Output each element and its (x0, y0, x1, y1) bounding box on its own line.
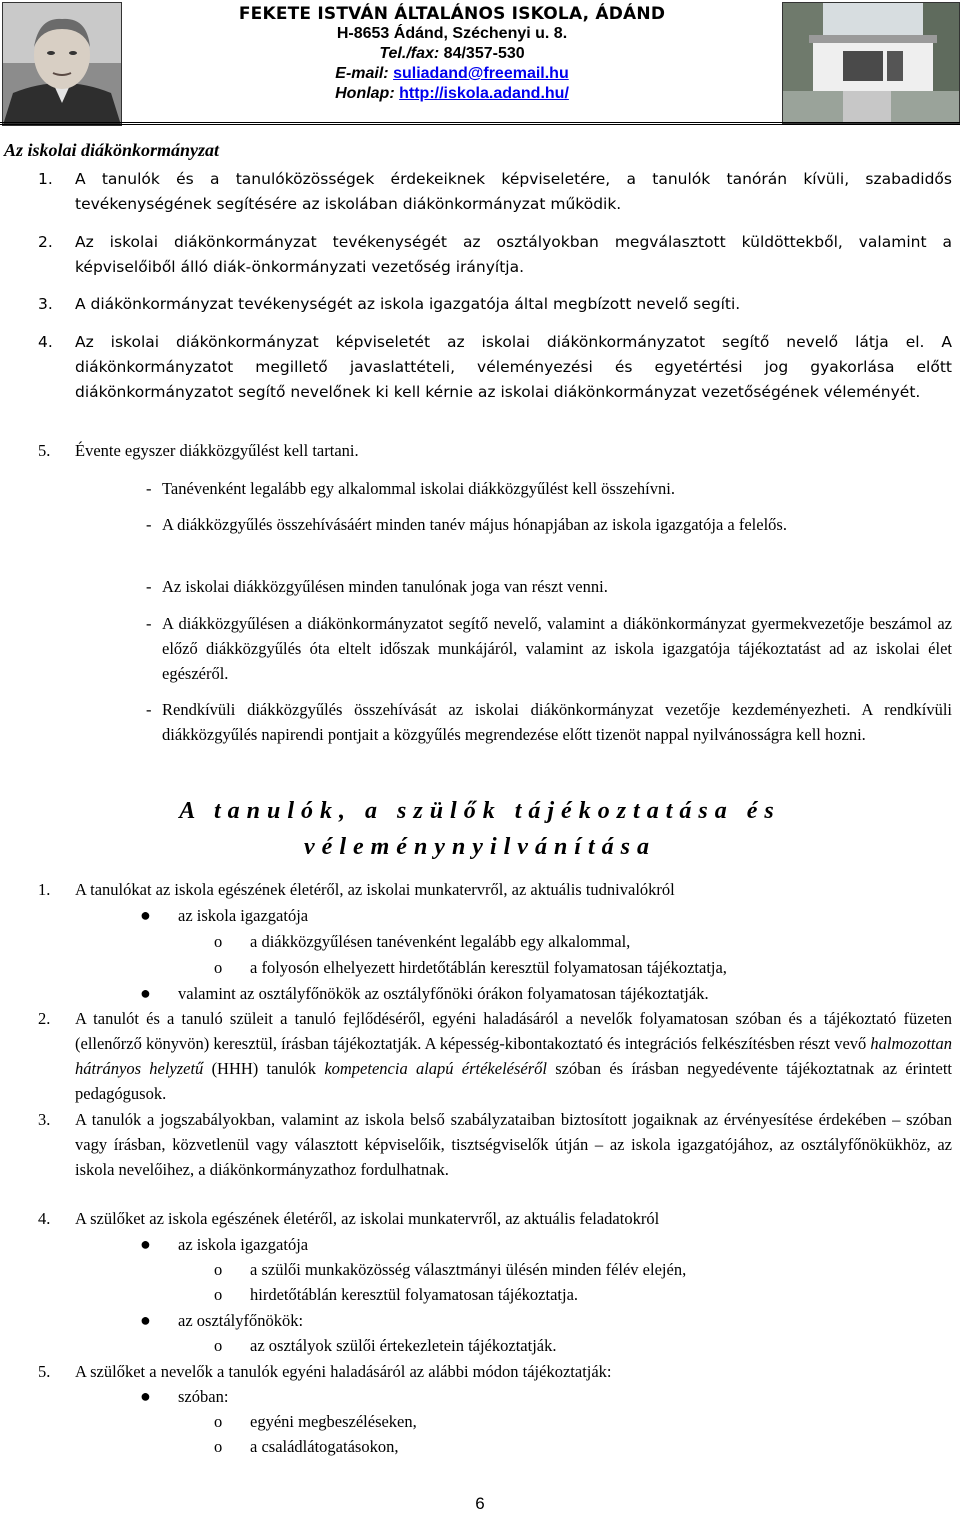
list-number: 2. (38, 1009, 51, 1028)
dash-item-text: Rendkívüli diákközgyűlés összehívását az iskolai diákönkormányzat vezetője kezdeményezheti. A rendkívüli diákközgyűlés napirendi pontjait a közgyűlés megrendezése előtt tizenöt nappal nyilvánosságra kell hozni. (162, 700, 952, 744)
list-item-text: A tanulót és a tanuló szüleit a tanuló fejlődéséről, egyéni haladásáról a nevelők folyamatosan szóban és a tájékoztató füzeten (ellenőrző könyvön) keresztül, írásban tájékoztatják. A képesség-kibontakoztató és integrációs felkészítésben részt vevő halmozottan hátrányos helyzetű (HHH) tanulók kompetencia alapú értékeléséről szóban és írásban negyedévente tájékoztatnak az érintett pedagógusok. (75, 1009, 953, 1103)
list-item-text: A tanulók és a tanulóközösségek érdekeiknek képviseletére, a tanulók tanórán kívüli, szabadidős tevékenységének segítésére az iskolában diákönkormányzat működik. (75, 170, 952, 213)
list-number: 4. (38, 1209, 51, 1228)
bullet-marker: ● (140, 1386, 151, 1406)
list-number: 1. (38, 170, 53, 188)
page-number: 6 (475, 1494, 485, 1513)
section-heading-line-1: A tanulók, a szülők tájékoztatása és (179, 798, 781, 824)
bullet-marker: ● (140, 1310, 151, 1330)
sub-bullet-text: hirdetőtáblán keresztül folyamatosan tájékoztatja. (250, 1285, 579, 1304)
email-line (124, 64, 780, 84)
circle-marker: o (214, 1260, 223, 1279)
bullet-marker: ● (140, 1234, 151, 1254)
header-divider (0, 122, 960, 125)
telfax-line (124, 44, 780, 64)
bullet-text: szóban: (178, 1387, 229, 1406)
circle-marker: o (214, 1336, 223, 1355)
list-number: 3. (38, 295, 53, 313)
sub-bullet-text: a diákközgyűlésen tanévenként legalább egy alkalommal, (250, 932, 631, 951)
telfax-label: Tel./fax: (379, 45, 440, 62)
dash-item-text: A diákközgyűlésen a diákönkormányzatot segítő nevelő, valamint a diákönkormányzat gyermekvezetője beszámol az előző diákközgyűlés óta eltelt időszak munkájáról, valamint az iskola igazgatója tájékoztatást ad az iskolai élet egészéről. (162, 614, 952, 683)
list-item-text: A tanulók a jogszabályokban, valamint az iskola belső szabályzataiban biztosított jogaiknak az érvényesítése érdekében – szóban vagy írásban, közvetlenül vagy választott képviselőik, tisztségviselők útján – az iskola igazgatójához, az osztályfőnökükhöz, az iskola nevelőihez, a diákönkormányzathoz fordulhatnak. (75, 1110, 952, 1179)
school-building-photo (782, 2, 960, 124)
email-label: E-mail: (335, 65, 389, 82)
sub-bullet-text: a szülői munkaközösség választmányi ülésén minden félév elején, (250, 1260, 687, 1279)
list-item-text: Évente egyszer diákközgyűlést kell tartani. (75, 441, 359, 460)
list-item-text: A diákönkormányzat tevékenységét az iskola igazgatója által megbízott nevelő segíti. (75, 295, 741, 313)
letterhead (124, 4, 780, 104)
bullet-marker: ● (140, 905, 151, 925)
sub-bullet-text: egyéni megbeszéléseken, (250, 1412, 417, 1431)
portrait-photo (2, 2, 122, 126)
school-name: FEKETE ISTVÁN ÁLTALÁNOS ISKOLA, ÁDÁND (238, 4, 666, 24)
dash-marker: - (146, 577, 152, 596)
section-heading-line-2: véleménynyilvánítása (304, 834, 656, 860)
school-address: H-8653 Ádánd, Széchenyi u. 8. (336, 25, 568, 42)
dash-item-text: Tanévenként legalább egy alkalommal iskolai diákközgyűlést kell összehívni. (162, 479, 675, 498)
web-label: Honlap: (335, 85, 395, 102)
list-number: 5. (38, 441, 51, 460)
list-number: 4. (38, 333, 53, 351)
dash-marker: - (146, 515, 152, 534)
sub-bullet-text: a folyosón elhelyezett hirdetőtáblán keresztül folyamatosan tájékoztatja, (250, 958, 727, 977)
list-item-text: A tanulókat az iskola egészének életéről, az iskolai munkatervről, az aktuális tudnivalókról (75, 880, 675, 899)
telfax-number: 84/357-530 (443, 45, 525, 62)
list-number: 5. (38, 1362, 51, 1381)
sub-bullet-text: az osztályok szülői értekezletein tájékoztatják. (250, 1336, 557, 1355)
dash-marker: - (146, 700, 152, 719)
dash-item-text: A diákközgyűlés összehívásáért minden tanév május hónapjában az iskola igazgatója a felelős. (162, 515, 787, 534)
bullet-text: az osztályfőnökök: (178, 1311, 304, 1330)
web-line (124, 84, 780, 104)
section-title-diakonkormanyzat: Az iskolai diákönkormányzat (4, 140, 220, 160)
email-link[interactable]: suliadand@freemail.hu (393, 65, 569, 82)
web-link[interactable]: http://iskola.adand.hu/ (399, 85, 569, 102)
list-number: 1. (38, 880, 51, 899)
list-item-text: Az iskolai diákönkormányzat tevékenységét az osztályokban megválasztott küldöttekből, valamint a képviselőiből álló diák-önkormányzati vezetőség irányítja. (75, 233, 952, 276)
circle-marker: o (214, 958, 223, 977)
circle-marker: o (214, 1412, 223, 1431)
circle-marker: o (214, 1285, 223, 1304)
bullet-marker: ● (140, 983, 151, 1003)
list-number: 3. (38, 1110, 51, 1129)
list-item-text: Az iskolai diákönkormányzat képviseletét az iskolai diákönkormányzatot segítő nevelő látja el. A diákönkormányzatot megillető javaslattételi, véleményezési és egyetértési jog gyakorlása előtt diákönkormányzatot segítő nevelőnek ki kell kérnie az iskolai diákönkormányzat vezetőségének véleményét. (75, 333, 952, 401)
bullet-text: valamint az osztályfőnökök az osztályfőnöki órákon folyamatosan tájékoztatják. (178, 984, 709, 1003)
dash-item-text: Az iskolai diákközgyűlésen minden tanulónak joga van részt venni. (162, 577, 608, 596)
circle-marker: o (214, 1437, 223, 1456)
list-item-text: A szülőket az iskola egészének életéről, az iskolai munkatervről, az aktuális feladatokról (75, 1209, 660, 1228)
list-number: 2. (38, 233, 53, 251)
dash-marker: - (146, 479, 152, 498)
circle-marker: o (214, 932, 223, 951)
bullet-text: az iskola igazgatója (178, 1235, 309, 1254)
bullet-text: az iskola igazgatója (178, 906, 309, 925)
dash-marker: - (146, 614, 152, 633)
sub-bullet-text: a családlátogatásokon, (250, 1437, 399, 1456)
list-item-text: A szülőket a nevelők a tanulók egyéni haladásáról az alábbi módon tájékoztatják: (75, 1362, 612, 1381)
